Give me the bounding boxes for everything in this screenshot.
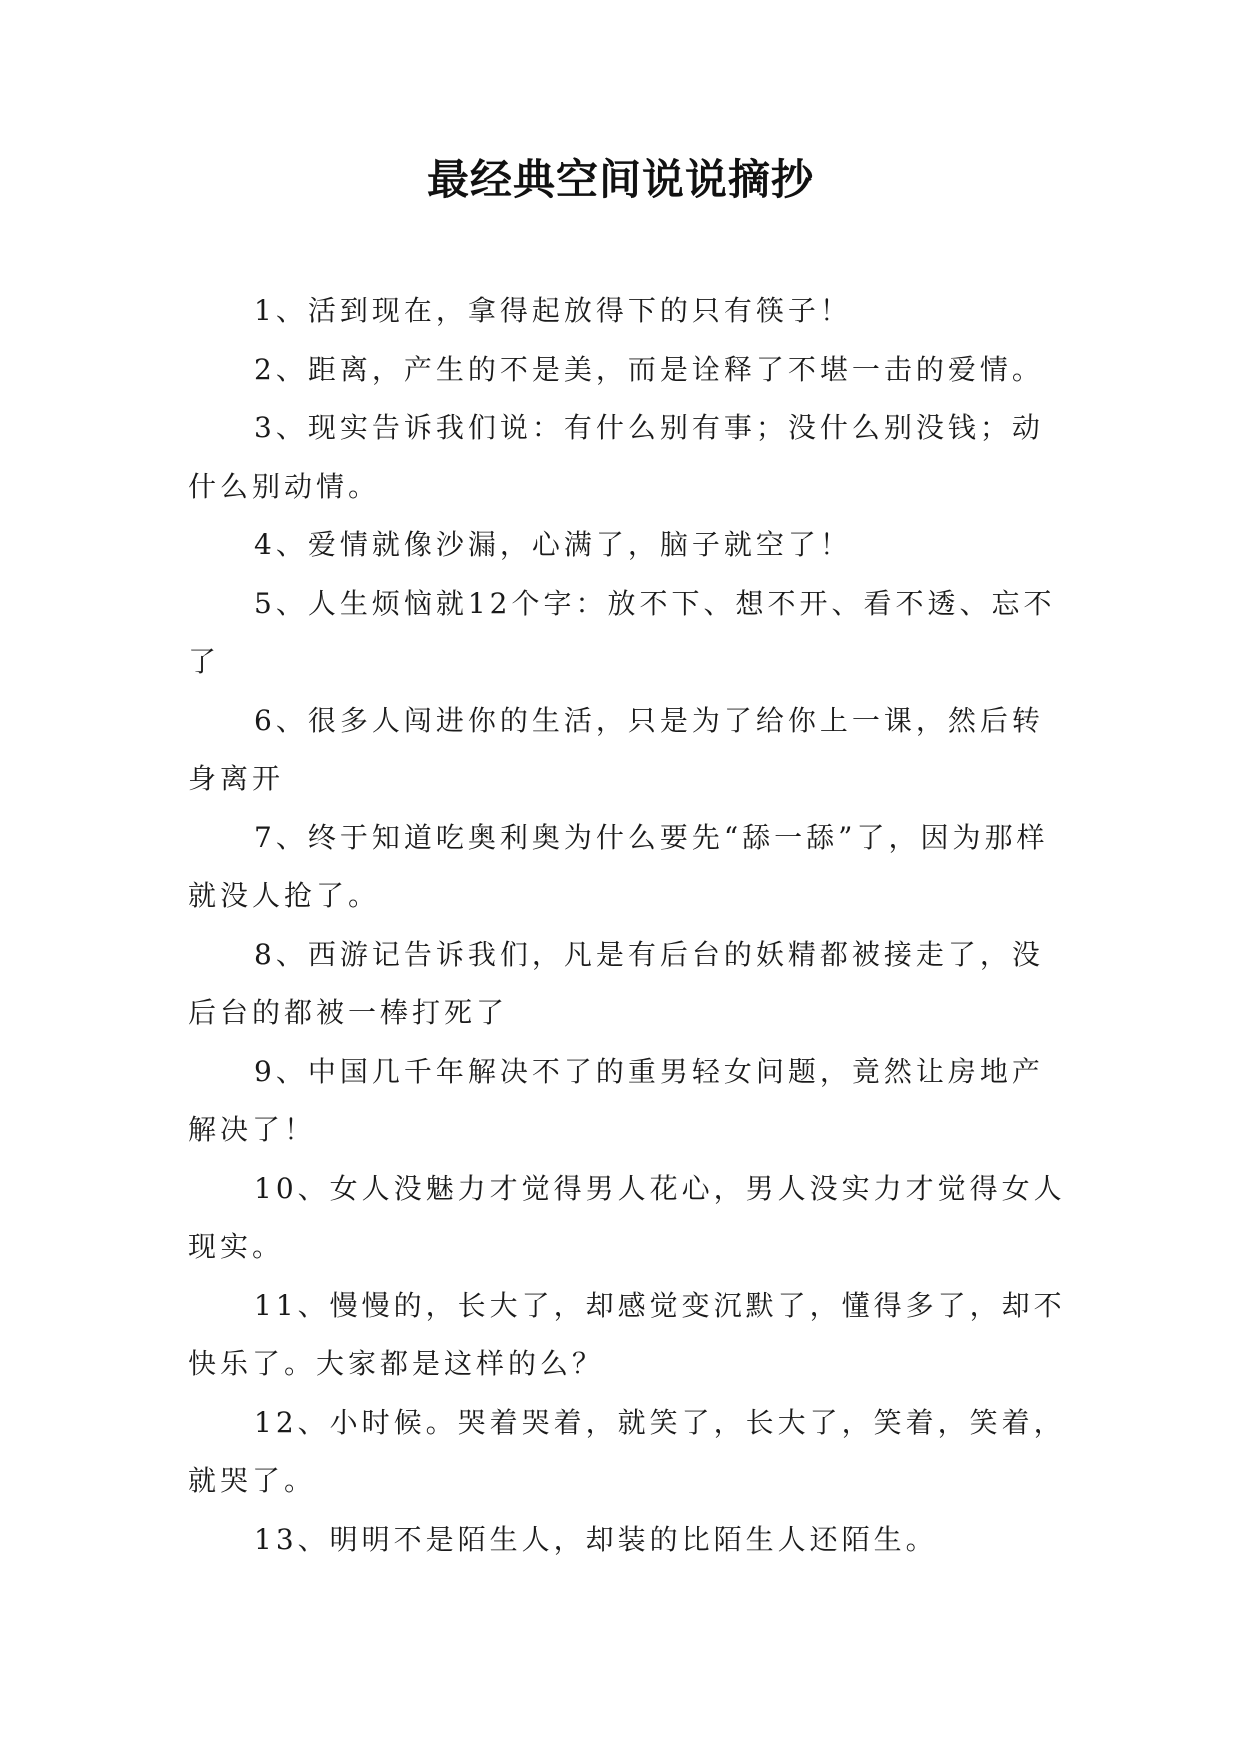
paragraph-11: 11、慢慢的，长大了，却感觉变沉默了，懂得多了，却不快乐了。大家都是这样的么？ — [188, 1288, 1066, 1380]
paragraph-6: 6、很多人闯进你的生活，只是为了给你上一课，然后转身离开 — [188, 703, 1044, 795]
paragraph-2: 2、距离，产生的不是美，而是诠释了不堪一击的爱情。 — [254, 352, 1044, 386]
paragraph-12: 12、小时候。哭着哭着，就笑了，长大了，笑着，笑着，就哭了。 — [188, 1405, 1066, 1497]
paragraph-4: 4、爱情就像沙漏，心满了，脑子就空了！ — [254, 528, 852, 561]
paragraph-7: 7、终于知道吃奥利奥为什么要先“舔一舔”了，因为那样就没人抢了。 — [188, 820, 1049, 912]
paragraph-13: 13、明明不是陌生人，却装的比陌生人还陌生。 — [254, 1522, 938, 1556]
paragraph-5: 5、人生烦恼就12个字：放不下、想不开、看不透、忘不了 — [188, 586, 1056, 678]
paragraph-8: 8、西游记告诉我们，凡是有后台的妖精都被接走了，没后台的都被一棒打死了 — [188, 937, 1044, 1029]
paragraph-3: 3、现实告诉我们说：有什么别有事；没什么别没钱；动什么别动情。 — [188, 411, 1044, 503]
document-body — [188, 282, 1068, 1569]
page-title: 最经典空间说说摘抄 — [426, 155, 814, 204]
paragraph-9: 9、中国几千年解决不了的重男轻女问题，竟然让房地产解决了！ — [188, 1054, 1044, 1146]
paragraph-10: 10、女人没魅力才觉得男人花心，男人没实力才觉得女人现实。 — [188, 1171, 1066, 1263]
paragraph-1: 1、活到现在，拿得起放得下的只有筷子！ — [254, 294, 852, 327]
